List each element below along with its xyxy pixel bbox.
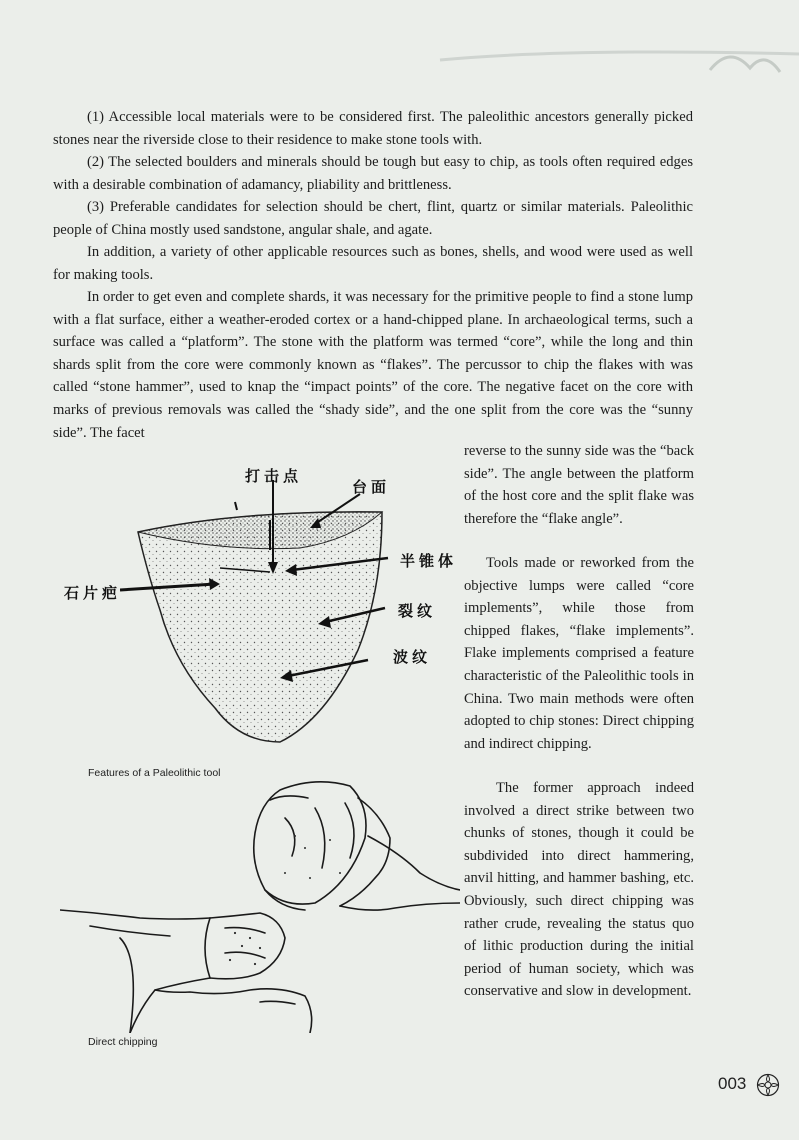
label-fissures: 裂纹 (398, 602, 437, 620)
label-impact-point: 打击点 (245, 467, 303, 485)
flower-ornament-icon (756, 1073, 780, 1097)
paragraph-other-resources: In addition, a variety of other applicable resources such as bones, shells, and wood were used as well for making tools. (53, 244, 693, 283)
direct-chipping-illustration (60, 778, 460, 1033)
header-decoration (370, 30, 799, 85)
paragraph-direct-chipping: The former approach indeed involved a direct strike between two chunks of stones, though it could be subdivided into direct hammering, anvil hitting, and hammer bashing, etc. Obviously, such direct chipping was rather crude, revealing the status quo of lithic production during the initial period of human society, which was conservative and slow in development. (464, 780, 694, 1000)
paragraph-platform-core: In order to get even and complete shards, it was necessary for the primitive people to find a stone lump with a flat surface, either a weather-eroded cortex or a hand-chipped plane. In archaeological terms, such a surface was called a “platform”. The stone with the platform was termed “core”, while the long and thin shards split from the core were commonly known as “flakes”. The percussor to chip the flakes with was called “stone hammer”, used to knap the “impact points” of the core. The negative facet on the core with marks of previous removals was called the “shady side”, and the one split from the core was the “sunny side”. The facet (53, 289, 693, 441)
figure-caption-paleolithic-tool: Features of a Paleolithic tool (88, 767, 221, 779)
label-bulb: 半锥体 (400, 552, 458, 570)
paragraph-back-side: reverse to the sunny side was the “back side”. The angle between the platform of the host core and the split flake was therefore the “flake angle”. (464, 443, 694, 527)
paragraph-materials-candidates: (3) Preferable candidates for selection should be chert, flint, quartz or similar materials. Paleolithic people of China mostly used sandstone, angular shale, and agate. (53, 199, 693, 238)
label-ripples: 波纹 (393, 648, 432, 666)
paleolithic-core-illustration (120, 480, 420, 750)
label-platform: 台面 (352, 478, 391, 496)
paragraph-implements: Tools made or reworked from the objective lumps were called “core implements”, while those from chipped flakes, “flake implements”. Flake implements comprised a feature characteristic of the Paleolithic tools in China. Two main methods were often adopted to chip stones: Direct chipping and indirect chipping. (464, 555, 694, 752)
label-flake-scar: 石片疤 (64, 584, 122, 602)
page-number: 003 (718, 1074, 747, 1093)
paragraph-materials-tough: (2) The selected boulders and minerals should be tough but easy to chip, as tools often required edges with a desirable combination of adamancy, pliability and brittleness. (53, 154, 693, 193)
paragraph-materials-local: (1) Accessible local materials were to be considered first. The paleolithic ancestors generally picked stones near the riverside close to their residence to make stone tools with. (53, 109, 693, 148)
figure-caption-direct-chipping: Direct chipping (88, 1036, 158, 1048)
